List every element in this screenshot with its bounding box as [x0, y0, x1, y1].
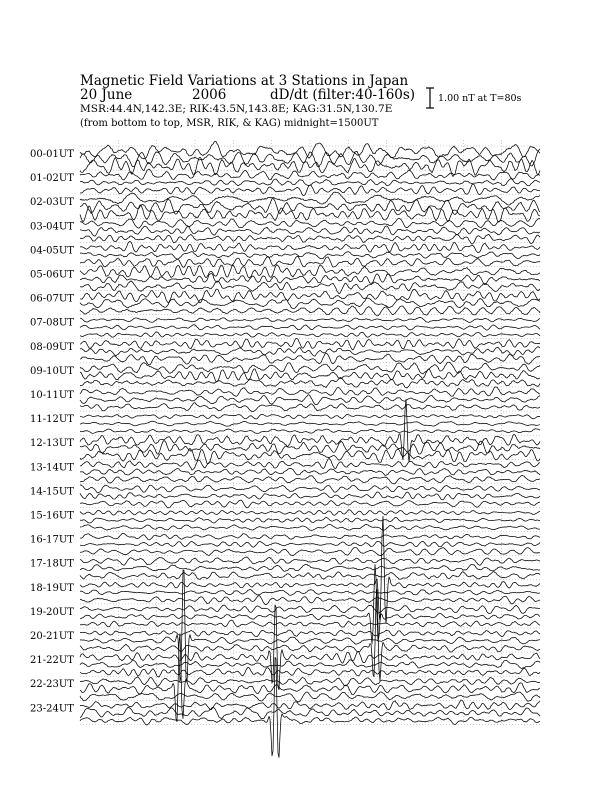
- trace-RIK: [80, 660, 540, 669]
- trace-KAG: [80, 218, 540, 228]
- row-label: 22-23UT: [30, 679, 74, 691]
- row-label: 01-02UT: [30, 173, 74, 185]
- trace-KAG: [80, 338, 540, 350]
- row-label: 08-09UT: [30, 341, 74, 353]
- year-label: 2006: [192, 87, 227, 103]
- row-label: 23-24UT: [30, 703, 74, 715]
- date-label: 20 June: [80, 87, 133, 103]
- row-label: 09-10UT: [30, 365, 74, 377]
- row-label: 12-13UT: [30, 438, 74, 450]
- trace-MSR: [80, 185, 540, 196]
- row-label: 19-20UT: [30, 606, 74, 618]
- trace-RIK: [80, 395, 540, 405]
- row-label: 11-12UT: [30, 414, 74, 426]
- row-label: 18-19UT: [30, 582, 74, 594]
- chart-title: Magnetic Field Variations at 3 Stations in Japan: [80, 73, 409, 89]
- row-label: 04-05UT: [30, 245, 74, 257]
- scale-bar: [426, 88, 434, 108]
- trace-RIK: [80, 564, 540, 571]
- row-label: 00-01UT: [30, 149, 74, 160]
- scale-bar-label: 1.00 nT at T=80s: [438, 93, 522, 104]
- row-label: 21-22UT: [30, 655, 74, 667]
- row-label: 03-04UT: [30, 221, 74, 233]
- row-label: 17-18UT: [30, 558, 74, 570]
- row-label: 20-21UT: [30, 631, 74, 642]
- trace-KAG: [80, 677, 540, 686]
- trace-KAG: [80, 533, 540, 540]
- row-label: 13-14UT: [30, 462, 74, 474]
- trace-KAG: [80, 317, 540, 322]
- quantity-filter-label: dD/dt (filter:40-160s): [270, 87, 416, 103]
- trace-RIK: [80, 492, 540, 500]
- row-label: 02-03UT: [30, 197, 74, 209]
- row-labels: [30, 149, 74, 714]
- row-label: 14-15UT: [30, 486, 74, 498]
- stations-label: MSR:44.4N,142.3E; RIK:43.5N,143.8E; KAG:31.5N,130.7E: [80, 103, 393, 115]
- row-label: 05-06UT: [30, 269, 74, 281]
- row-label: 15-16UT: [30, 510, 74, 522]
- trace-KAG: [80, 605, 540, 614]
- trace-KAG: [80, 387, 540, 396]
- row-label: 16-17UT: [30, 534, 74, 546]
- row-label: 10-11UT: [30, 390, 74, 401]
- row-label: 07-08UT: [30, 317, 74, 329]
- row-label: 06-07UT: [30, 293, 74, 305]
- trace-RIK: [80, 468, 540, 475]
- trace-order-note: (from bottom to top, MSR, RIK, & KAG) midnight=1500UT: [80, 118, 379, 129]
- plot-grid: [80, 140, 540, 724]
- trace-KAG: [80, 557, 540, 565]
